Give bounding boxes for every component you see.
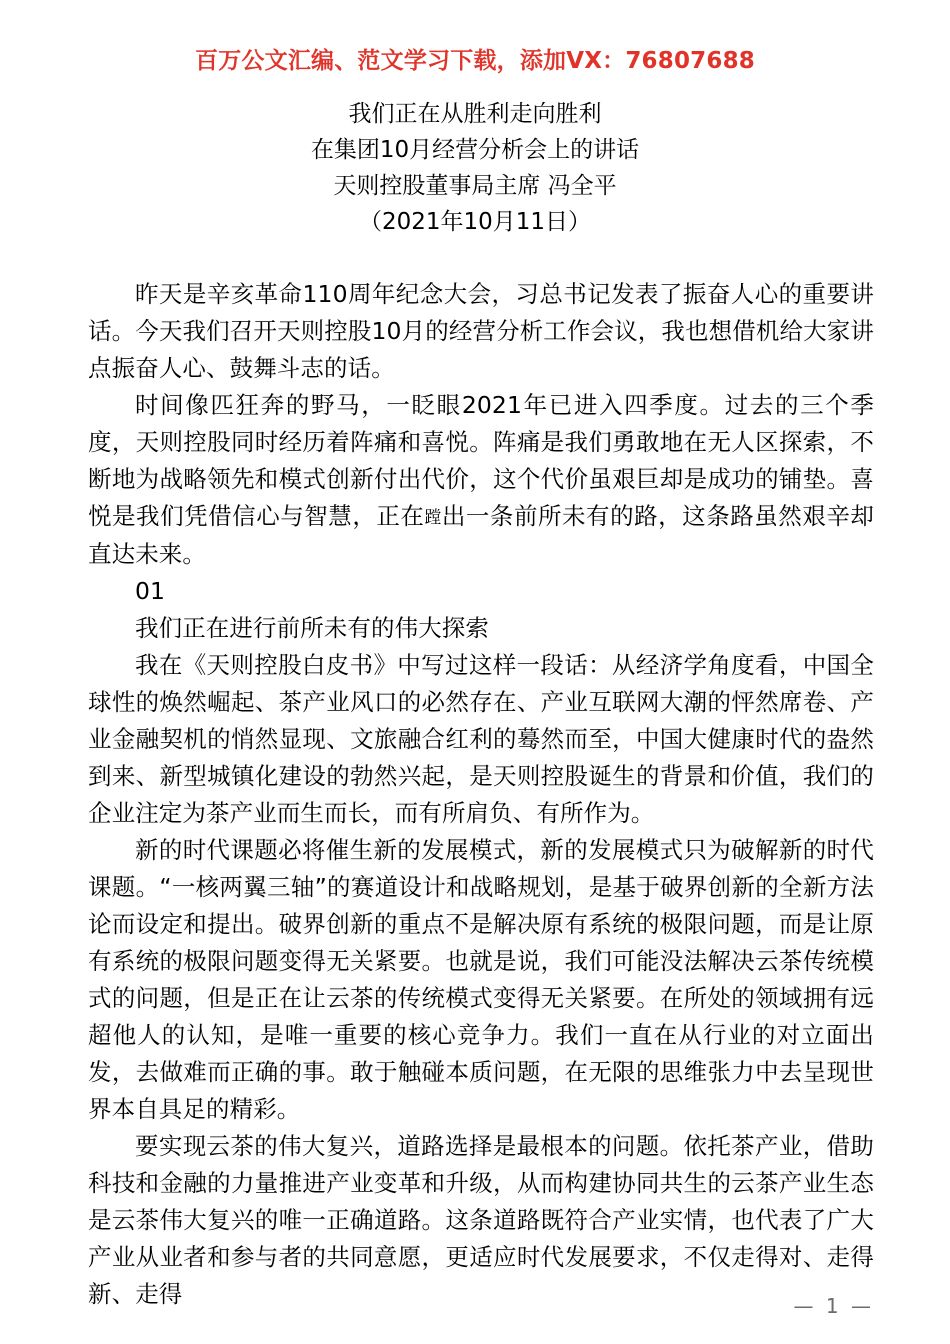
section-number: 01 <box>135 577 166 605</box>
paragraph-4: 新的时代课题必将催生新的发展模式，新的发展模式只为破解新的时代课题。“一核两翼三轴”的赛道设计和战略规划，是基于破界创新的全新方法论而设定和提出。破界创新的重点不是解决原有系统的极限问题，而是让原有系统的极限问题变得无关紧要。也就是说，我们可能没法解决云茶传统模式的问题，但是正在让云茶的传统模式变得无关紧要。在所处的领域拥有远超他人的认知，是唯一重要的核心竞争力。我们一直在从行业的对立面出发，去做难而正确的事。敢于触碰本质问题，在无限的思维张力中去呈现世界本自具足的精彩。 <box>88 836 874 1123</box>
paragraph-2-fallback-glyph: 蹚 <box>424 507 442 527</box>
promo-banner: 百万公文汇编、范文学习下载，添加VX：76807688 <box>195 48 755 74</box>
section-heading: 我们正在进行前所未有的伟大探索 <box>135 614 489 642</box>
title-block <box>75 96 875 240</box>
document-title-author: 天则控股董事局主席 冯全平 <box>333 173 617 199</box>
paragraph-5: 要实现云茶的伟大复兴，道路选择是最根本的问题。依托茶产业，借助科技和金融的力量推进产业变革和升级，从而构建协同共生的云茶产业生态是云茶伟大复兴的唯一正确道路。这条道路既符合产业实情，也代表了广大产业从业者和参与者的共同意愿，更适应时代发展要求，不仅走得对、走得新、走得 <box>88 1132 874 1308</box>
document-title-date: （2021年10月11日） <box>358 209 592 235</box>
document-title-subtitle: 在集团10月经营分析会上的讲话 <box>310 137 640 163</box>
paragraph-1: 昨天是辛亥革命110周年纪念大会，习总书记发表了振奋人心的重要讲话。今天我们召开天则控股10月的经营分析工作会议，我也想借机给大家讲点振奋人心、鼓舞斗志的话。 <box>88 280 874 382</box>
paragraph-2 <box>88 387 874 573</box>
document-title-main: 我们正在从胜利走向胜利 <box>348 101 602 127</box>
paragraph-2-text-before: 时间像匹狂奔的野马，一眨眼2021年已进入四季度。过去的三个季度，天则控股同时经历着阵痛和喜悦。阵痛是我们勇敢地在无人区探索，不断地为战略领先和模式创新付出代价，这个代价虽艰巨却是成功的铺垫。喜悦是我们凭借信心与智慧，正在 <box>88 391 874 530</box>
document-body <box>88 276 874 1313</box>
paragraph-2-text-after: 出一条前所未有的路，这条路虽然艰辛却直达未来。 <box>88 502 874 568</box>
page-number-footer: — 1 — <box>793 1294 874 1318</box>
paragraph-3: 我在《天则控股白皮书》中写过这样一段话：从经济学角度看，中国全球性的焕然崛起、茶产业风口的必然存在、产业互联网大潮的怦然席卷、产业金融契机的悄然显现、文旅融合红利的蓦然而至，中国大健康时代的盎然到来、新型城镇化建设的勃然兴起，是天则控股诞生的背景和价值，我们的企业注定为茶产业而生而长，而有所肩负、有所作为。 <box>88 651 874 827</box>
